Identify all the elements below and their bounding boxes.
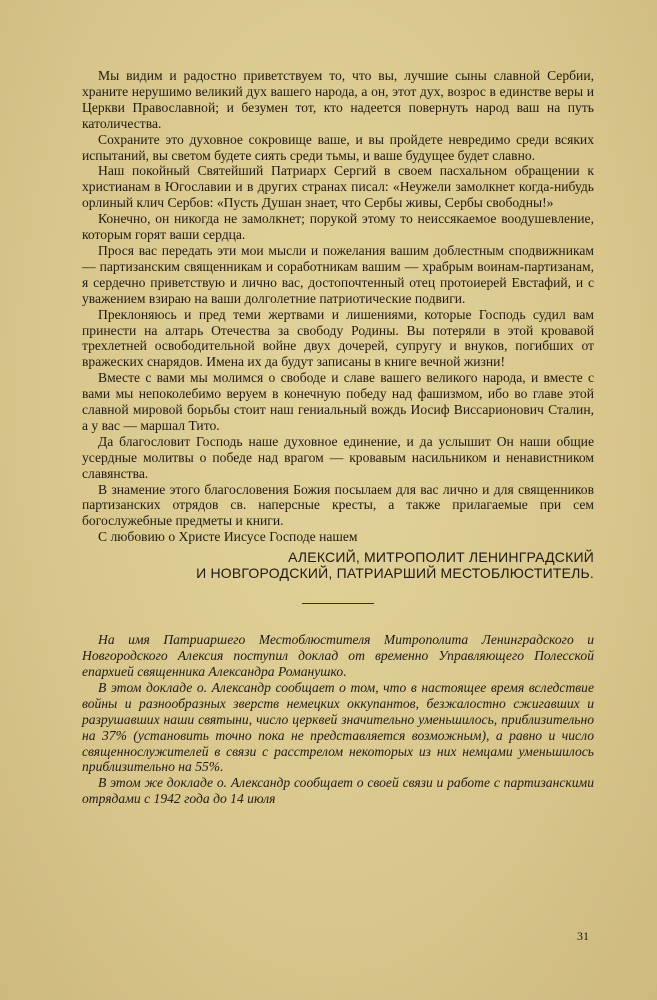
letter-paragraph-6: Преклоняюсь и пред теми жертвами и лишениями, которые Господь судил вам принести на алтарь Отечества за свободу Родины. Вы потеряли в этой кровавой трехлетней освободительной войне двух дочерей, супругу и внуков, погибших от вражеских снарядов. Имена их да будут записаны в книге вечной жизни! <box>82 306 594 370</box>
letter-paragraph-1: Мы видим и радостно приветствуем то, что вы, лучшие сыны славной Сербии, храните нерушимо великий дух вашего народа, а он, этот дух, возрос в единстве веры и Церкви Православной; и безумен тот, кто надеется повернуть народ ваш на путь католичества. <box>82 68 594 131</box>
page-number: 31 <box>577 929 589 943</box>
letter-paragraph-2: Сохраните это духовное сокровище ваше, и вы пройдете невредимо среди всяких испытаний, вы светом будете сиять среди тьмы, и ваше будущее будет славно. <box>82 131 594 163</box>
signature-line-1: АЛЕКСИЙ, МИТРОПОЛИТ ЛЕНИНГРАДСКИЙ <box>288 549 594 566</box>
letter-paragraph-3: Наш покойный Святейший Патриарх Сергий в своем пасхальном обращении к христианам в Югославии и в других странах писал: «Неужели замолкнет когда-нибудь орлиный клич Сербов: «Пусть Душан знает, что Сербы живы, Сербы свободны!» <box>82 163 594 211</box>
signature-line-2: И НОВГОРОДСКИЙ, ПАТРИАРШИЙ МЕСТОБЛЮСТИТЕЛЬ. <box>196 565 594 582</box>
letter-paragraph-5: Прося вас передать эти мои мысли и пожелания вашим доблестным сподвижникам — партизанским священникам и соработникам вашим — храбрым воинам-партизанам, я сердечно приветствую и лично вас, достопочтенный отец протоиерей Евстафий, и с уважением взираю на ваши долголетние патриотические подвиги. <box>82 242 594 306</box>
letter-closing: С любовию о Христе Иисусе Господе нашем <box>98 529 358 545</box>
signature <box>82 549 594 581</box>
report-paragraph-2: В этом докладе о. Александр сообщает о том, что в настоящее время вследствие войны и разнообразных зверств немецких оккупантов, безжалостно сжигавших и разрушавших наши святыни, число церквей значительно уменьшилось, приблизительно на 37% (установить точно пока не представляется возможным), а равно и число священнослужителей в связи с расстрелом некоторых из них немцами уменьшилось приблизительно на 55%. <box>82 679 594 775</box>
letter-paragraph-9: В знамение этого благословения Божия посылаем для вас лично и для священников партизанских отрядов св. наперсные кресты, а также прилагаемые при сем богослужебные предметы и книги. <box>82 481 594 529</box>
letter-paragraph-7: Вместе с вами мы молимся о свободе и славе вашего великого народа, и вместе с вами мы непоколебимо веруем в конечную победу над фашизмом, ибо во главе этой славной мировой борьбы стоит наш гениальный вождь Иосиф Виссарионович Сталин, а у вас — маршал Тито. <box>82 370 594 433</box>
report-body <box>82 632 594 807</box>
report-paragraph-3: В этом же докладе о. Александр сообщает о своей связи и работе с партизанскими отрядами с 1942 года до 14 июля <box>82 775 594 807</box>
letter-body <box>82 68 594 545</box>
report-paragraph-1: На имя Патриаршего Местоблюстителя Митрополита Ленинградского и Новгородского Алексия поступил доклад от временно Управляющего Полесской епархией священника Александра Романушко. <box>82 632 594 679</box>
letter-paragraph-8: Да благословит Господь наше духовное единение, и да услышит Он наши общие усердные молитвы о победе над врагом — кровавым насильником и ненавистником славянства. <box>82 433 594 481</box>
section-divider <box>302 603 374 604</box>
text-column <box>82 68 594 807</box>
letter-paragraph-4: Конечно, он никогда не замолкнет; порукой этому то неиссякаемое воодушевление, которым горят ваши сердца. <box>82 211 594 243</box>
